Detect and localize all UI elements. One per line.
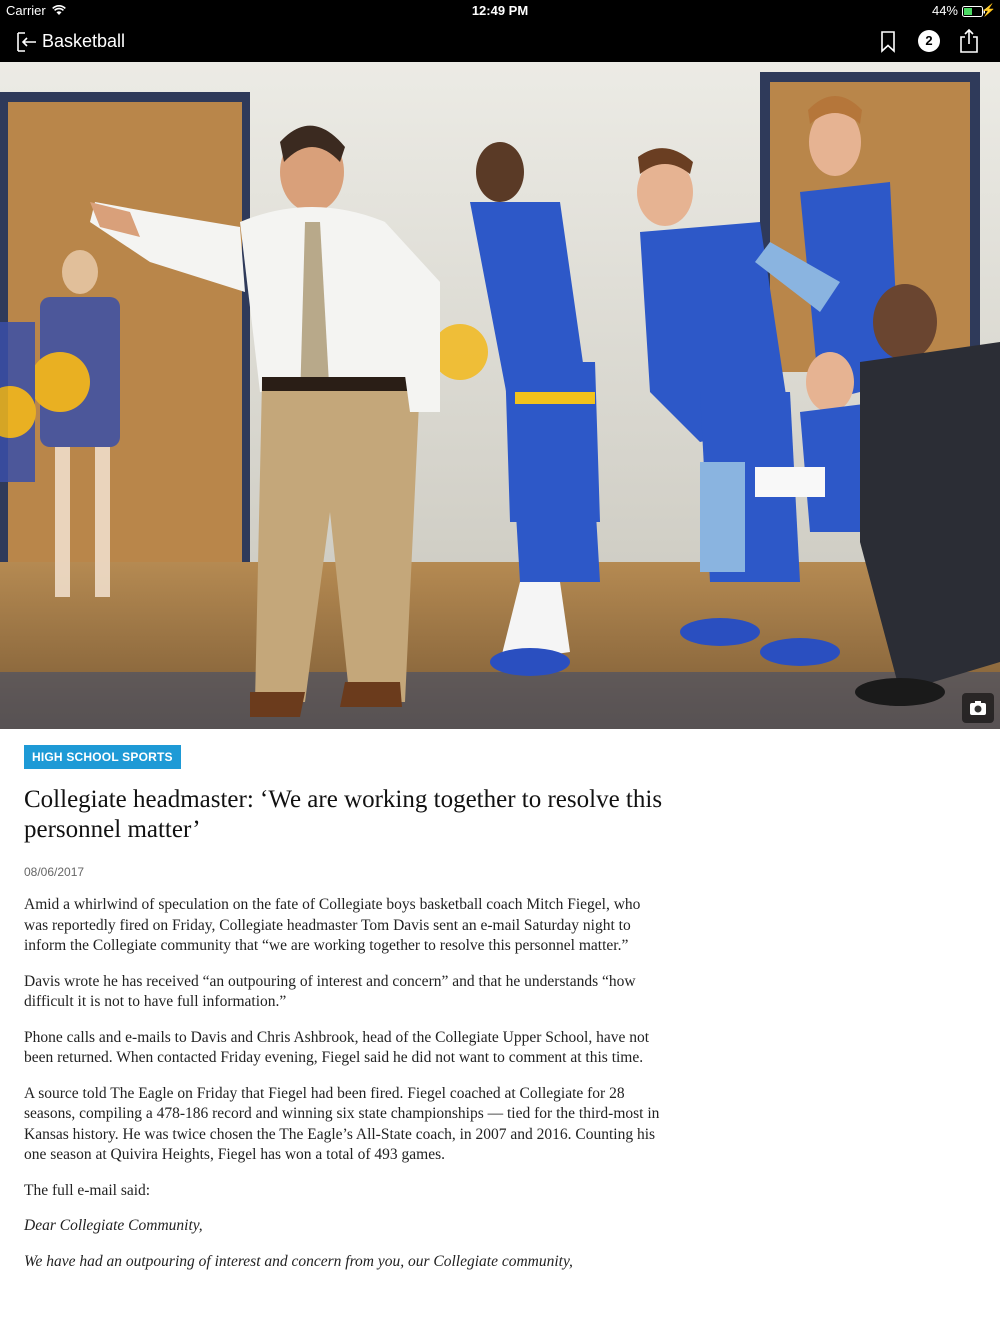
carrier-label: Carrier xyxy=(6,3,46,18)
clock: 12:49 PM xyxy=(471,3,529,18)
publish-date: 08/06/2017 xyxy=(24,865,85,879)
article-headline: Collegiate headmaster: ‘We are working together to resolve this personnel matter’ xyxy=(24,786,663,843)
bookmark-icon[interactable] xyxy=(879,30,897,59)
notification-badge[interactable]: 2 xyxy=(918,30,940,52)
category-tag[interactable]: HIGH SCHOOL SPORTS xyxy=(24,745,181,769)
share-icon[interactable] xyxy=(958,28,980,59)
paragraph: We have had an outpouring of interest and concern from you, our Collegiate community, xyxy=(24,1252,573,1270)
paragraph: Dear Collegiate Community, xyxy=(24,1217,203,1234)
paragraph: Amid a whirlwind of speculation on the fate of Collegiate boys basketball coach Mitch Fiegel, who was reportedly fired on Friday, Collegiate headmaster Tom Davis sent an e-mail Saturday night to inform the Collegiate community that “we are working together to resolve this personnel matter.” xyxy=(24,896,641,954)
battery-percent: 44% xyxy=(931,3,958,18)
paragraph: A source told The Eagle on Friday that Fiegel had been fired. Fiegel coached at Collegiate for 28 seasons, compiling a 478-186 record and winning six state championships — tied for the third-most in Kansas history. He was twice chosen the The Eagle’s All-State coach, in 2007 and 2016. Counting his one season at Quivira Heights, Fiegel has won a total of 493 games. xyxy=(24,1084,660,1163)
article-body xyxy=(24,895,664,1272)
camera-icon xyxy=(962,693,994,723)
photo-gallery-button[interactable] xyxy=(962,693,994,723)
charging-icon: ⚡ xyxy=(981,3,996,17)
hero-photo[interactable] xyxy=(0,62,1000,729)
top-nav-bar xyxy=(0,22,1000,62)
section-title[interactable]: Basketball xyxy=(42,31,126,51)
status-bar xyxy=(0,0,1000,22)
paragraph: Davis wrote he has received “an outpouring of interest and concern” and that he understands “how difficult it is not to have full information.” xyxy=(24,972,636,1010)
paragraph: The full e-mail said: xyxy=(24,1181,151,1199)
back-icon[interactable] xyxy=(14,30,38,54)
paragraph: Phone calls and e-mails to Davis and Chris Ashbrook, head of the Collegiate Upper School, have not been returned. When contacted Friday evening, Fiegel said he did not want to comment at this time. xyxy=(24,1028,650,1066)
article xyxy=(24,745,664,1287)
